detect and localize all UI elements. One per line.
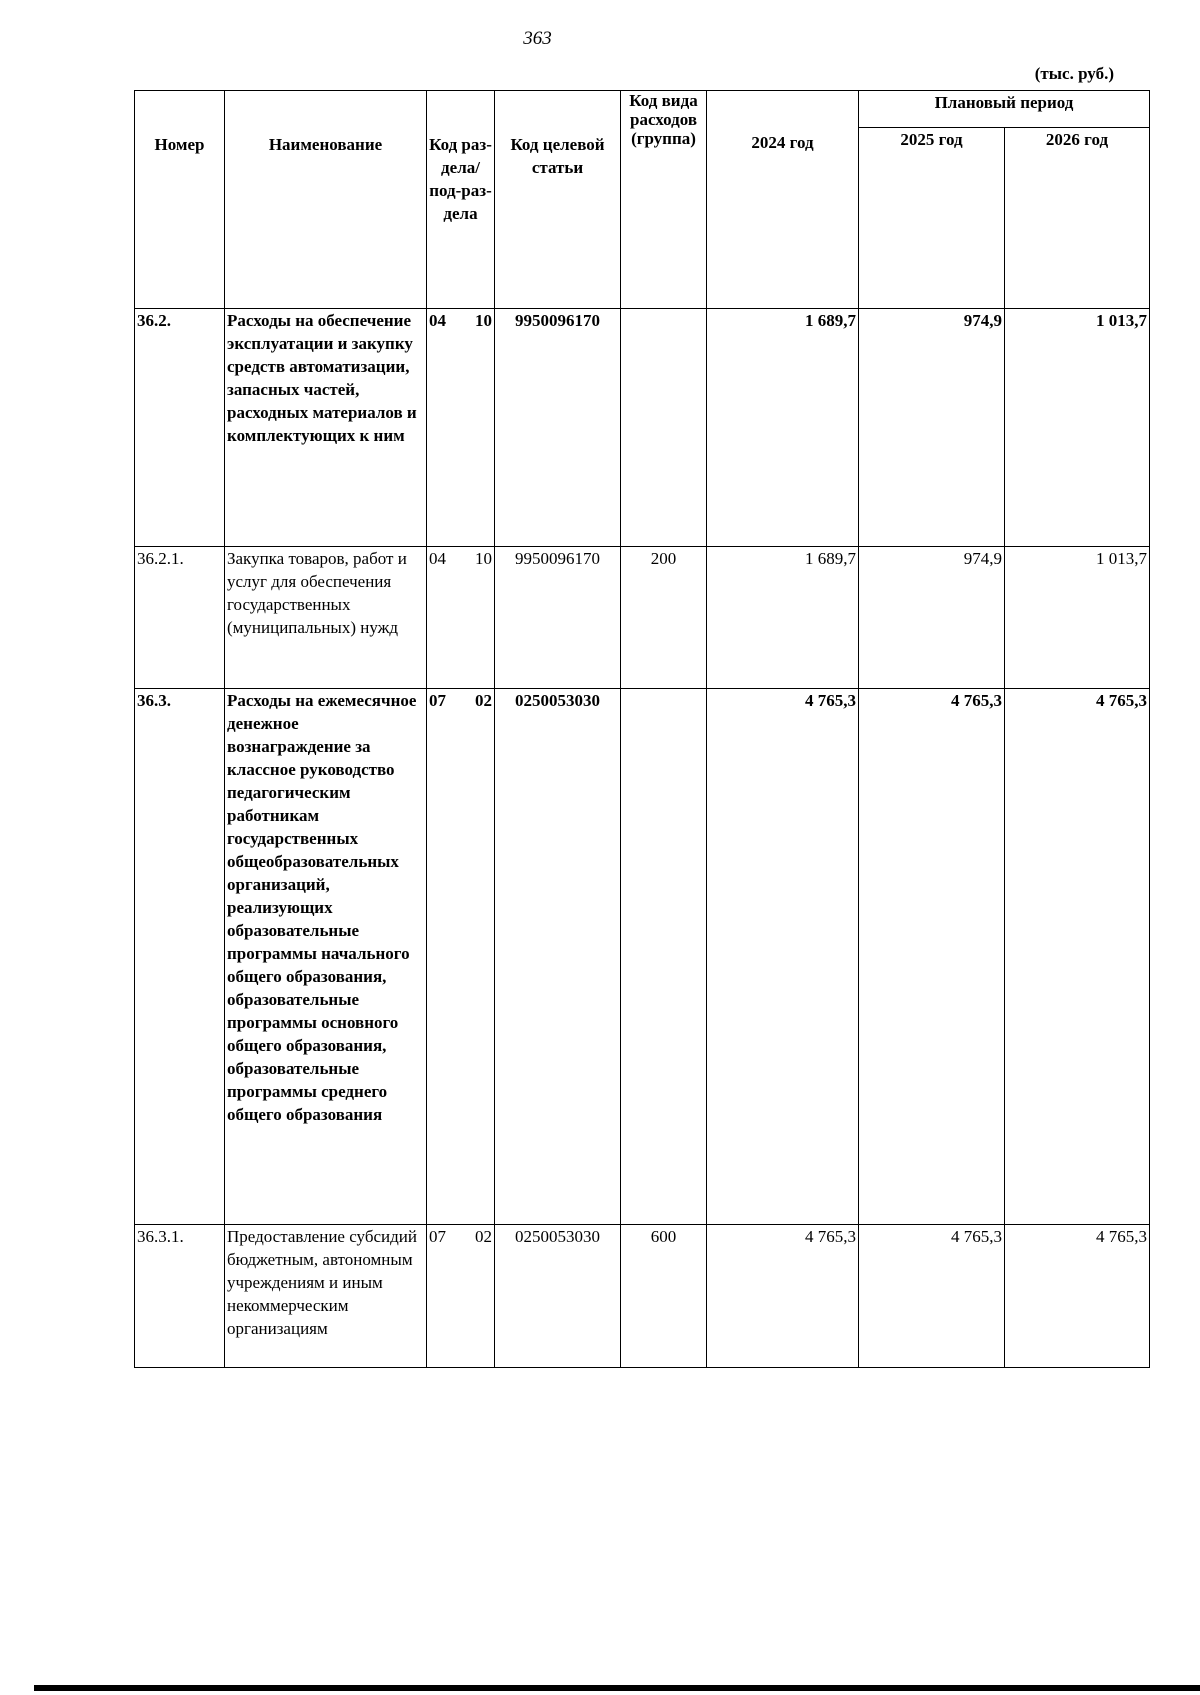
row-2025: 974,9 (859, 309, 1005, 547)
budget-table (134, 90, 1150, 1368)
row-number: 36.2. (135, 309, 225, 547)
section: 07 (429, 1227, 446, 1246)
header-target-code: Код целевой статьи (495, 91, 621, 309)
row-target-code: 0250053030 (495, 1225, 621, 1368)
page-bottom-rule (34, 1685, 1200, 1691)
row-2025: 974,9 (859, 547, 1005, 689)
subsection: 10 (475, 549, 492, 568)
section: 04 (429, 311, 446, 330)
row-section-code (427, 1225, 495, 1368)
row-2026: 1 013,7 (1005, 547, 1150, 689)
row-name: Предоставление субсидий бюджетным, автономным учреждениям и иным некоммерческим организациям (225, 1225, 427, 1368)
row-2026: 1 013,7 (1005, 309, 1150, 547)
table-row (135, 309, 1150, 547)
section: 04 (429, 549, 446, 568)
page-number: 363 (523, 28, 552, 49)
table-row (135, 1225, 1150, 1368)
subsection: 02 (475, 691, 492, 710)
section: 07 (429, 691, 446, 710)
row-number: 36.2.1. (135, 547, 225, 689)
header-year-2024: 2024 год (707, 91, 859, 309)
row-2024: 4 765,3 (707, 689, 859, 1225)
row-expense-type (621, 309, 707, 547)
row-section-code (427, 689, 495, 1225)
row-name: Расходы на обеспечение эксплуатации и закупку средств автоматизации, запасных частей, расходных материалов и комплектующих к ним (225, 309, 427, 547)
subsection: 10 (475, 311, 492, 330)
header-section-code: Код раз-дела/ под-раз-дела (427, 91, 495, 309)
row-target-code: 9950096170 (495, 309, 621, 547)
header-planning-period: Плановый период (859, 91, 1150, 128)
row-expense-type: 200 (621, 547, 707, 689)
row-2025: 4 765,3 (859, 1225, 1005, 1368)
header-expense-type: Код вида расходов (группа) (621, 91, 707, 309)
row-2024: 4 765,3 (707, 1225, 859, 1368)
table-row (135, 689, 1150, 1225)
row-target-code: 0250053030 (495, 689, 621, 1225)
table-header (135, 91, 1150, 309)
row-section-code (427, 547, 495, 689)
row-expense-type (621, 689, 707, 1225)
row-expense-type: 600 (621, 1225, 707, 1368)
row-name: Закупка товаров, работ и услуг для обеспечения государственных (муниципальных) нужд (225, 547, 427, 689)
row-number: 36.3.1. (135, 1225, 225, 1368)
subsection: 02 (475, 1227, 492, 1246)
header-year-2026: 2026 год (1005, 128, 1150, 309)
table-row (135, 547, 1150, 689)
row-2024: 1 689,7 (707, 547, 859, 689)
row-number: 36.3. (135, 689, 225, 1225)
row-2026: 4 765,3 (1005, 689, 1150, 1225)
units-label: (тыс. руб.) (1034, 64, 1114, 83)
header-year-2025: 2025 год (859, 128, 1005, 309)
header-name: Наименование (225, 91, 427, 309)
row-section-code (427, 309, 495, 547)
row-target-code: 9950096170 (495, 547, 621, 689)
row-name: Расходы на ежемесячное денежное вознаграждение за классное руководство педагогическим работникам государственных общеобразовательных организаций, реализующих образовательные программы начального общего образования, образовательные программы основного общего образования, образовательные программы среднего общего образования (225, 689, 427, 1225)
row-2025: 4 765,3 (859, 689, 1005, 1225)
row-2026: 4 765,3 (1005, 1225, 1150, 1368)
row-2024: 1 689,7 (707, 309, 859, 547)
header-number: Номер (135, 91, 225, 309)
